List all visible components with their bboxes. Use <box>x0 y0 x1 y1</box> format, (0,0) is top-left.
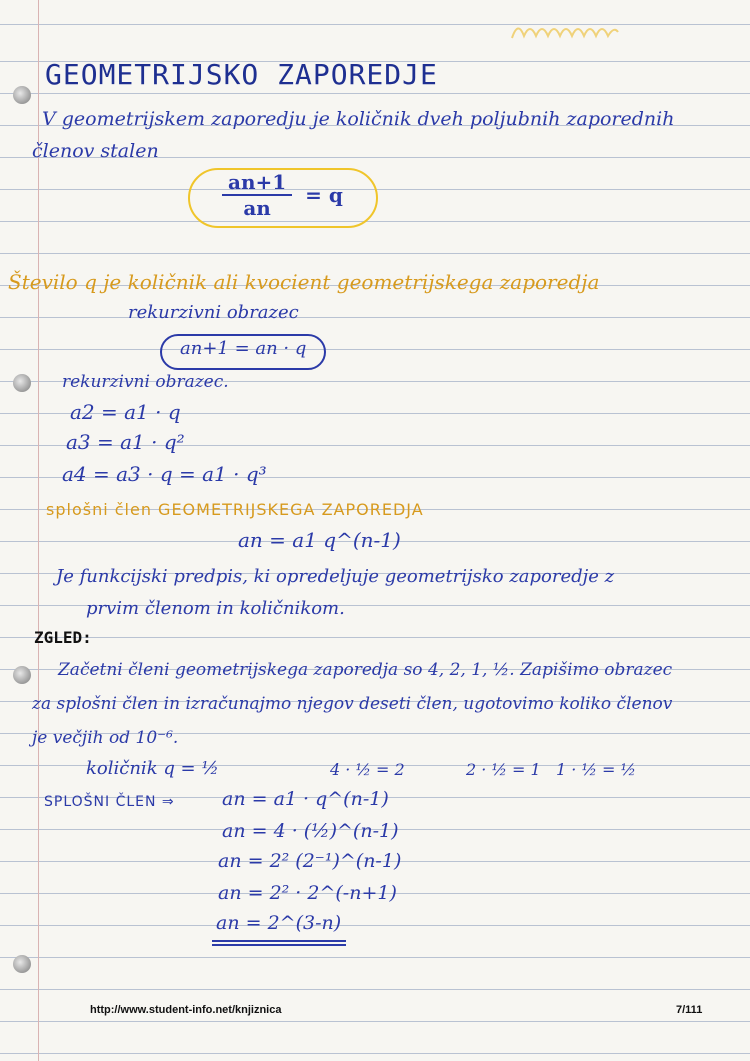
page-number: 7/111 <box>676 1004 703 1016</box>
general-term-heading: splošni člen GEOMETRIJSKEGA ZAPOREDJA <box>46 500 424 519</box>
recursive-label: rekurzivni obrazec. <box>62 372 229 392</box>
function-text: prvim členom in količnikom. <box>86 598 345 619</box>
punch-hole <box>13 86 31 104</box>
footer-url[interactable]: http://www.student-info.net/knjiznica <box>90 1004 282 1016</box>
example-text: Začetni členi geometrijskega zaporedja so 4, 2, 1, ½. Zapišimo obrazec <box>58 660 673 680</box>
general-term-label: SPLOŠNI ČLEN ⇒ <box>44 794 175 810</box>
scribble-decoration <box>510 18 620 42</box>
result-underline <box>212 944 346 946</box>
example-text: za splošni člen in izračunajmo njegov deseti člen, ugotovimo koliko členov <box>32 694 673 714</box>
derivation-result: an = 2^(3-n) <box>216 912 342 934</box>
derivation-step: an = 4 · (½)^(n-1) <box>222 820 399 842</box>
punch-hole <box>13 374 31 392</box>
quotient-label: količnik q = ½ <box>86 758 219 779</box>
recursive-formula: an+1 = an · q <box>180 338 307 359</box>
check-calculation: 2 · ½ = 1 <box>466 760 541 779</box>
page-title: GEOMETRIJSKO ZAPOREDJE <box>45 58 438 91</box>
punch-hole <box>13 955 31 973</box>
check-calculation: 4 · ½ = 2 <box>330 760 405 779</box>
derivation-step: an = 2² · 2^(-n+1) <box>218 882 397 904</box>
example-heading: ZGLED: <box>34 628 92 647</box>
punch-hole <box>13 666 31 684</box>
general-term-formula: an = a1 q^(n-1) <box>238 528 401 552</box>
example-text: je večjih od 10⁻⁶. <box>32 728 179 748</box>
ratio-rhs: = q <box>305 183 343 207</box>
derivation-step: an = a1 · q^(n-1) <box>222 788 389 810</box>
ratio-denominator: an <box>243 196 271 220</box>
q-definition: Število q je količnik ali kvocient geometrijskega zaporedja <box>8 270 600 294</box>
ratio-numerator: an+1 <box>222 170 292 196</box>
recursive-label: rekurzivni obrazec <box>128 302 299 323</box>
step-line: a2 = a1 · q <box>70 400 181 424</box>
intro-text: členov stalen <box>32 140 159 162</box>
derivation-step: an = 2² (2⁻¹)^(n-1) <box>218 850 402 872</box>
intro-text: V geometrijskem zaporedju je količnik dveh poljubnih zaporednih <box>42 108 675 130</box>
function-text: Je funkcijski predpis, ki opredeljuje geometrijsko zaporedje z <box>56 566 615 587</box>
step-line: a3 = a1 · q² <box>66 430 185 454</box>
check-calculation: 1 · ½ = ½ <box>556 760 637 779</box>
result-underline <box>212 940 346 942</box>
step-line: a4 = a3 · q = a1 · q³ <box>62 462 267 486</box>
ratio-formula <box>222 170 343 220</box>
